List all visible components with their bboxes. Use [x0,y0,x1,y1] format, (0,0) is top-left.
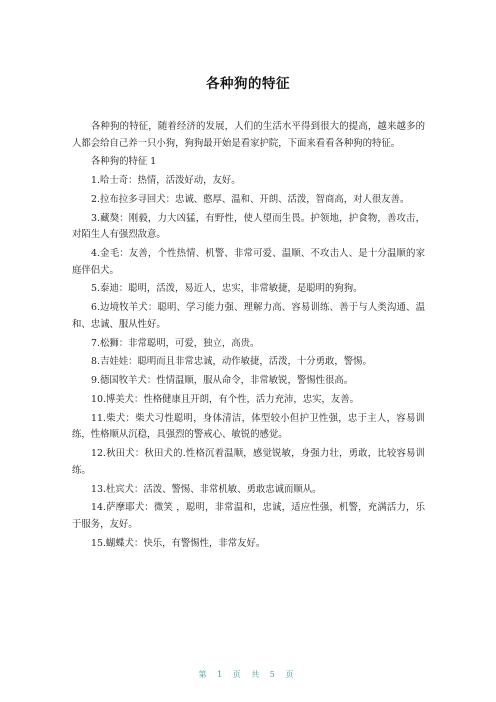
list-item: 3.藏獒：刚毅，力大凶猛，有野性，使人望而生畏。护领地，护食物，善攻击，对陌生人有强烈敌意。 [72,212,425,241]
list-item: 9.德国牧羊犬：性情温顺，服从命令，非常敏锐，警惕性很高。 [91,375,354,387]
list-item: 8.吉娃娃：聪明而且非常忠诚，动作敏捷，活泼，十分勇敢，警惕。 [91,356,372,368]
list-item: 1.哈士奇：热情，活泼好动，友好。 [91,175,241,187]
list-item: 10.博美犬：性格健康且开朗，有个性，活力充沛，忠实，友善。 [91,393,360,405]
list-item: 6.边境牧羊犬：聪明、学习能力强、理解力高、容易训练、善于与人类沟通、温和、忠诚、服从性好。 [72,302,425,330]
list-item: 5.泰迪：聪明，活泼，易近人，忠实，非常敏捷，是聪明的狗狗。 [91,283,363,295]
list-item: 12.秋田犬：秋田犬的.性格沉着温顺，感觉锐敏，身强力壮，勇敢，比较容易训练。 [72,448,425,476]
list-item: 14.萨摩耶犬：微笑 ，聪明，非常温和，忠诚，适应性强，机警，充满活力，乐于服务，友好。 [72,502,425,530]
list-item: 11.柴犬：柴犬习性聪明，身体清洁，体型较小但护卫性强，忠于主人，容易训练，性格顺从沉稳，具强烈的警戒心、敏锐的感觉。 [72,412,425,441]
list-item: 15.蝴蝶犬：快乐，有警惕性，非常友好。 [91,537,266,549]
list-item: 7.松狮：非常聪明，可爱，独立，高贵。 [91,337,260,349]
list-item: 2.拉布拉多寻回犬：忠诚、憨厚、温和、开朗、活泼，智商高，对人很友善。 [91,193,410,205]
list-item: 13.杜宾犬：活泼、警惕、非常机敏、勇敢忠诚而顺从。 [91,483,322,495]
section-heading: 各种狗的特征 1 [91,156,157,168]
list-item: 4.金毛：友善，个性热情、机警、非常可爱、温顺、不攻击人、是十分温顺的家庭伴侣犬。 [72,248,425,276]
intro-paragraph: 各种狗的特征，随着经济的发展，人们的生活水平得到很大的提高，越来越多的人都会给自己养一只小狗，狗狗最开始是看家护院，下面来看看各种狗的特征。 [72,121,425,149]
document-title: 各种狗的特征 [206,76,290,92]
document-body [72,119,425,554]
page-footer: 第 1 页 共 5 页 [198,670,298,679]
